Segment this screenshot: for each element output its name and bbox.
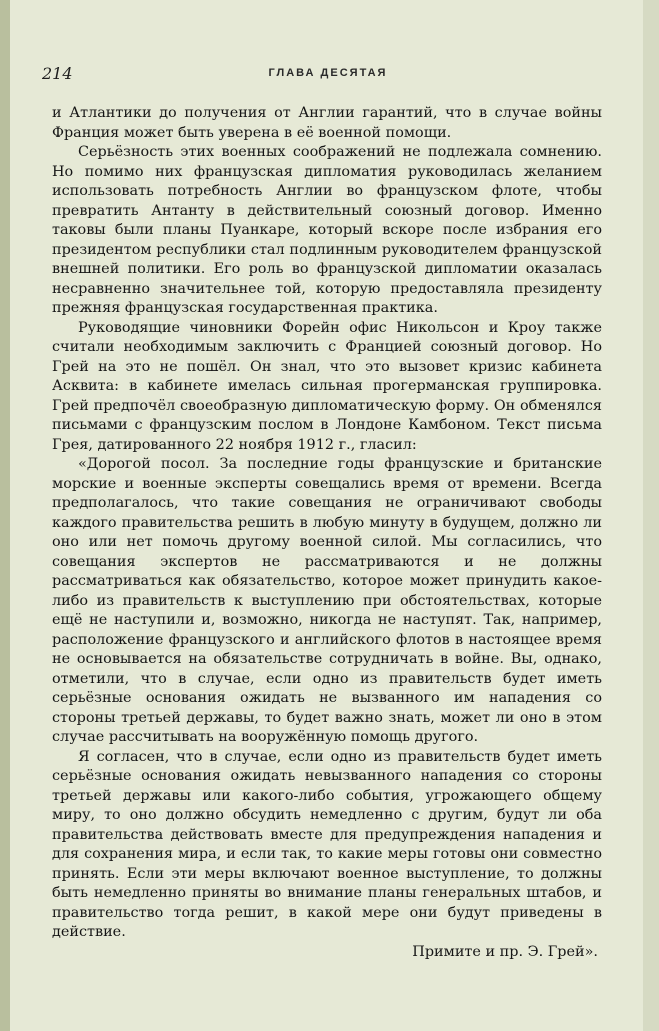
page-gutter <box>0 0 10 1031</box>
chapter-title: ГЛАВА ДЕСЯТАЯ <box>268 67 388 79</box>
quoted-letter-paragraph: «Дорогой посол. За последние годы французские и британские морские и военные эксперты совещались время от времени. Всегда предполагалось, что такие совещания не ограничивают свободы каждого правительства решить в любую минуту в будущем, должно ли оно или нет помочь другому военной силой. Мы согласились, что совещания экспертов не рассматриваются и не должны рассматриваться как обязательство, которое может принудить какое-либо из правительств к выступлению при обстоятельствах, которые ещё не наступили и, возможно, никогда не наступят. Так, например, расположение французского и английского флотов в настоящее время не основывается на обязательстве сотрудничать в войне. Вы, однако, отметили, что в случае, если одно из правительств будет иметь серьёзные основания ожидать не вызванного им нападения со стороны третьей державы, то будет важно знать, может ли оно в этом случае рассчитывать на вооружённую помощь другого. <box>52 456 602 745</box>
page-number: 214 <box>42 64 73 83</box>
page-edge <box>643 0 659 1031</box>
paragraph-continuation: и Атлантики до получения от Англии гарантий, что в случае войны Франция может быть уверена в её военной помощи. <box>52 105 602 141</box>
paragraph: Серьёзность этих военных соображений не подлежала сомнению. Но помимо них французская дипломатия руководилась желанием использовать потребность Англии во французском флоте, чтобы превратить Антанту в действительный союзный договор. Именно таковы были планы Пуанкаре, который вскоре после избрания его президентом республики стал подлинным руководителем французской внешней политики. Его роль во французской дипломатии оказалась несравненно значительнее той, которую предоставляла президенту прежняя французская государственная практика. <box>52 144 602 316</box>
quoted-letter-paragraph: Я согласен, что в случае, если одно из правительств будет иметь серьёзные основания ожидать невызванного нападения со стороны третьей державы или какого-либо события, угрожающего общему миру, то оно должно обсудить немедленно с другим, будут ли оба правительства действовать вместе для предупреждения нападения и для сохранения мира, и если так, то какие меры готовы они совместно принять. Если эти меры включают военное выступление, то должны быть немедленно приняты во внимание планы генеральных штабов, и правительство тогда решит, в какой мере они будут приведены в действие. <box>52 748 602 940</box>
body-text <box>52 104 602 962</box>
running-head <box>42 64 614 86</box>
letter-signature: Примите и пр. Э. Грей». <box>412 943 598 960</box>
paragraph: Руководящие чиновники Форейн офис Никольсон и Кроу также считали необходимым заключить с Францией союзный договор. Но Грей на это не пошёл. Он знал, что это вызовет кризис кабинета Асквита: в кабинете имелась сильная прогерманская группировка. Грей предпочёл своеобразную дипломатическую форму. Он обменялся письмами с французским послом в Лондоне Камбоном. Текст письма Грея, датированного 22 ноября 1912 г., гласил: <box>52 319 602 453</box>
